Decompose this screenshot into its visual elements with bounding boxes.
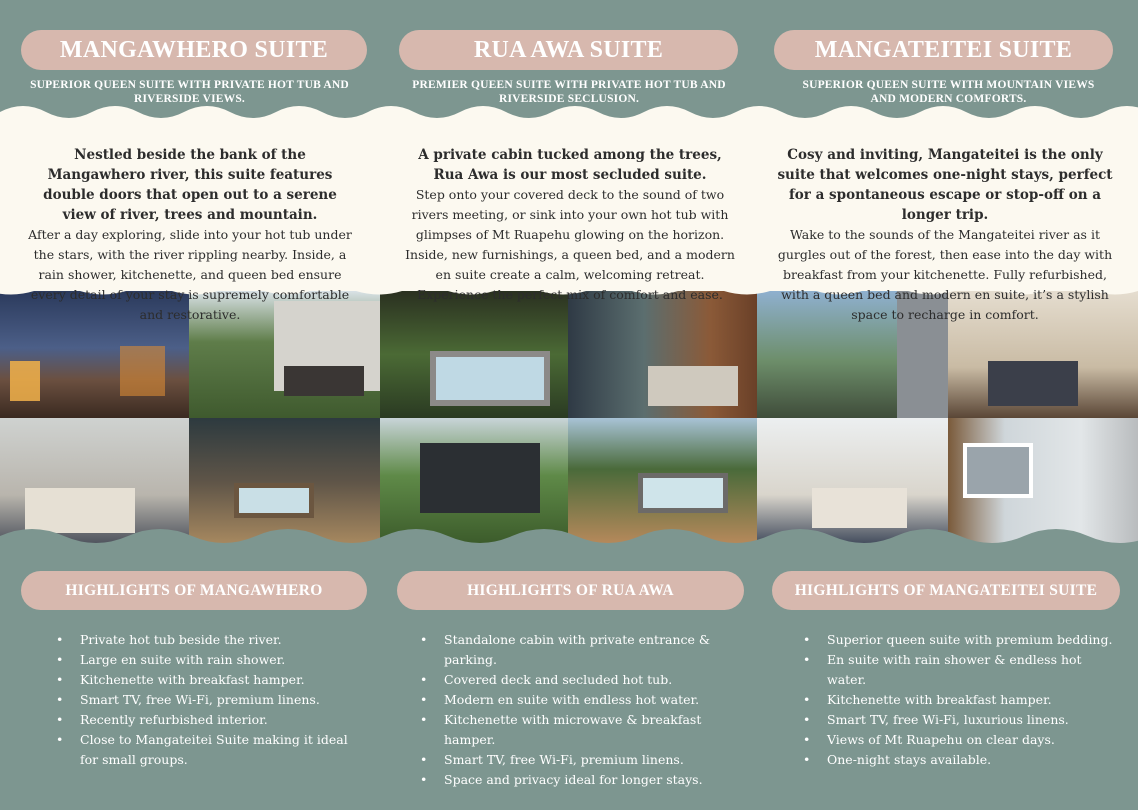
photo-gallery [0, 291, 1138, 546]
list-item: • Kitchenette with breakfast hamper. [52, 670, 352, 690]
description-lead: Cosy and inviting, Mangateitei is the only suite that welcomes one-night stays, perfect for a spontaneous escape or stop-off on a longer trip. [777, 147, 1113, 223]
photo-ruaawa-cabin-exterior [380, 418, 568, 546]
list-item: • En suite with rain shower & endless hot water. [799, 650, 1119, 690]
photo-mangawhero-bedroom [0, 418, 189, 546]
suite-description-rua-awa [400, 145, 740, 305]
photo-ruaawa-covered-hot-tub [380, 291, 568, 418]
suite-description-mangawhero [28, 145, 352, 325]
suite-title-mangawhero: MANGAWHERO SUITE [21, 30, 367, 70]
description-body: After a day exploring, slide into your hot tub under the stars, with the river rippling nearby. Inside, a rain shower, kitchenette, and queen bed ensure every detail of your stay is supremely comfortable and restorative. [28, 227, 352, 322]
highlights-list-rua-awa [416, 630, 726, 790]
description-body: Step onto your covered deck to the sound of two rivers meeting, or sink into your own hot tub with glimpses of Mt Ruapehu glowing on the horizon. Inside, new furnishings, a queen bed, and a modern en suite create a calm, welcoming retreat. Experience the perfect mix of comfort and ease. [405, 187, 735, 302]
list-item: • Recently refurbished interior. [52, 710, 352, 730]
suite-title-mangateitei: MANGATEITEI SUITE [774, 30, 1113, 70]
list-item: • Covered deck and secluded hot tub. [416, 670, 726, 690]
list-item: • Smart TV, free Wi-Fi, premium linens. [416, 750, 726, 770]
top-wave-divider [0, 104, 1138, 120]
highlights-title-mangateitei: HIGHLIGHTS OF MANGATEITEI SUITE [772, 571, 1120, 610]
list-item: • Kitchenette with microwave & breakfast hamper. [416, 710, 726, 750]
photo-bottom-wave [0, 528, 1138, 548]
photo-ruaawa-bedroom [568, 291, 757, 418]
suite-description-mangateitei [770, 145, 1120, 325]
list-item: • Private hot tub beside the river. [52, 630, 352, 650]
suite-subtitle-mangateitei: SUPERIOR QUEEN SUITE WITH MOUNTAIN VIEWS AND MODERN COMFORTS. [802, 79, 1095, 105]
photo-mangawhero-hot-tub-evening [189, 418, 380, 546]
list-item: • Standalone cabin with private entrance & parking. [416, 630, 726, 670]
list-item: • Close to Mangateitei Suite making it ideal for small groups. [52, 730, 352, 770]
list-item: • Modern en suite with endless hot water. [416, 690, 726, 710]
highlights-list-mangawhero [52, 630, 352, 770]
highlights-title-rua-awa: HIGHLIGHTS OF RUA AWA [397, 571, 744, 610]
list-item: • Large en suite with rain shower. [52, 650, 352, 670]
suite-subtitle-mangawhero: SUPERIOR QUEEN SUITE WITH PRIVATE HOT TUB AND RIVERSIDE VIEWS. [30, 79, 349, 105]
suite-title-rua-awa: RUA AWA SUITE [399, 30, 738, 70]
list-item: • Space and privacy ideal for longer stays. [416, 770, 726, 790]
description-body: Wake to the sounds of the Mangateitei river as it gurgles out of the forest, then ease into the day with breakfast from your kitchenette. Fully refurbished, with a queen bed and modern en suite, it’s a stylish space to recharge in comfort. [777, 227, 1113, 322]
list-item: • One-night stays available. [799, 750, 1119, 770]
list-item: • Smart TV, free Wi-Fi, premium linens. [52, 690, 352, 710]
photo-mangateitei-ensuite [948, 418, 1138, 546]
list-item: • Kitchenette with breakfast hamper. [799, 690, 1119, 710]
description-lead: A private cabin tucked among the trees, Rua Awa is our most secluded suite. [418, 147, 722, 183]
list-item: • Smart TV, free Wi-Fi, luxurious linens. [799, 710, 1119, 730]
highlights-title-mangawhero: HIGHLIGHTS OF MANGAWHERO [21, 571, 367, 610]
list-item: • Superior queen suite with premium bedding. [799, 630, 1119, 650]
highlights-list-mangateitei [799, 630, 1119, 770]
description-lead: Nestled beside the bank of the Mangawhero river, this suite features double doors that open out to a serene view of river, trees and mountain. [43, 147, 337, 223]
list-item: • Views of Mt Ruapehu on clear days. [799, 730, 1119, 750]
suite-subtitle-rua-awa: PREMIER QUEEN SUITE WITH PRIVATE HOT TUB AND RIVERSIDE SECLUSION. [412, 79, 726, 105]
photo-mangateitei-bed-heat-pump [757, 418, 948, 546]
photo-ruaawa-deck-hot-tub [568, 418, 757, 546]
